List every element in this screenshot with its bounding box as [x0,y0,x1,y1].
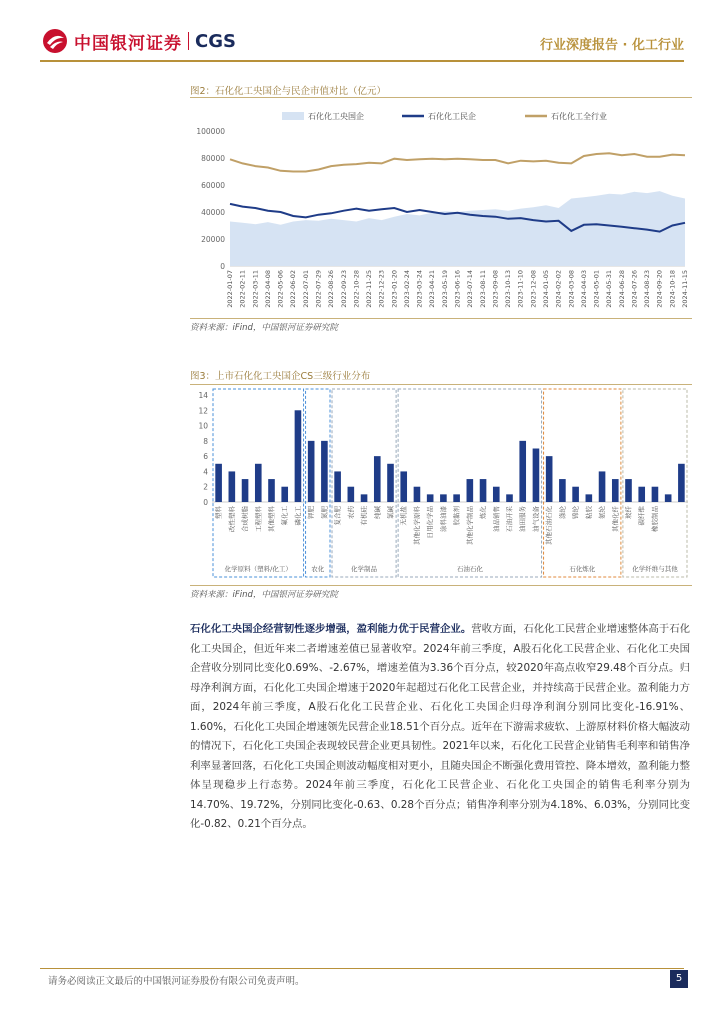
footer-divider [40,968,684,969]
y-tick-label: 8 [203,436,208,446]
x-tick-label: 2024-05-31 [605,270,614,308]
category-label: 其他化学原料 [412,506,421,545]
category-label: 碳纤维 [637,506,646,526]
category-label: 橡胶制品 [650,506,659,532]
logo-separator [188,32,189,50]
x-tick-label: 2024-09-20 [655,270,664,308]
group-box [544,389,621,577]
x-tick-label: 2024-01-05 [541,270,550,308]
y-tick-label: 0 [220,262,225,271]
y-tick-label: 60000 [201,181,225,190]
bar [519,441,526,502]
page-header [0,0,724,62]
legend-swatch [282,112,304,120]
figure2-title: 图2：石化化工央国企与民企市值对比（亿元） [190,86,387,97]
category-label: 改性塑料 [227,506,236,532]
x-tick-label: 2022-04-08 [263,270,272,308]
x-tick-label: 2023-06-16 [453,270,462,308]
x-tick-label: 2023-02-24 [402,270,411,308]
bar [678,464,685,502]
header-divider [40,60,684,62]
bar [453,494,460,502]
x-tick-label: 2024-05-01 [592,270,601,308]
x-tick-label: 2022-02-11 [238,270,247,308]
bar [586,494,593,502]
x-tick-label: 2024-07-26 [630,270,639,308]
bar [546,456,553,502]
category-label: 日用化学品 [426,506,435,539]
y-tick-label: 20000 [201,235,225,244]
bar [599,471,606,502]
x-tick-label: 2024-02-02 [554,270,563,308]
group-box [332,389,396,577]
x-tick-label: 2022-07-29 [314,270,323,308]
bar [374,456,381,502]
page-number: 5 [670,970,688,988]
category-label: 炼化 [479,506,488,519]
paragraph-text: 营收方面，石化化工民营企业增速整体高于石化化工央国企，但近年来二者增速差值已显著收窄。2024年前三季度，A股石化化工民营企业、石化化工央国企营收分别同比变化0.69%、-2.67%，增速差值为3.36个百分点，较2020年高点收窄29.48个百分点。归母净利润方面，石化化工央国企增速于2020年起超过石化化工民营企业，并持续高于民营企业。盈利能力方面，2024年前三季度，A股石化化工民营企业、石化化工央国企归母净利润分别同比变化-16.91%、1.60%，石化化工央国企增速领先民营企业18.51个百分点。近年在下游需求疲软、上游原材料价格大幅波动的情况下，石化化工央国企表现较民营企业更具韧性。2021年以来，石化化工民营企业销售毛利率和销售净利率显著回落，石化化工央国企则波动幅度相对更小，且随央国企不断强化费用管控、降本增效，盈利能力整体呈现稳步上行态势。2024年前三季度，石化化工民营企业、石化化工央国企的销售毛利率分别为14.70%、19.72%，分别同比变化-0.63、0.28个百分点；销售净利率分别为4.18%、6.03%，分别同比变化-0.82、0.21个百分点。 [190,623,690,830]
category-label: 其他化纤 [611,506,620,532]
x-tick-label: 2022-07-01 [301,270,310,308]
bar [493,487,500,502]
x-tick-label: 2022-03-11 [251,270,260,308]
bar [308,441,315,502]
bar [625,479,632,502]
figure2-source: 资料来源：iFind，中国银河证券研究院 [190,323,338,333]
x-tick-label: 2023-07-14 [466,270,475,308]
x-tick-label: 2023-03-24 [415,270,424,308]
series-line-industry [230,153,685,171]
bar [572,487,579,502]
report-type: 行业深度报告 · 化工行业 [540,38,684,53]
bar [665,494,672,502]
x-tick-label: 2024-08-23 [643,270,652,308]
paragraph-lead: 石化化工央国企经营韧性逐步增强，盈利能力优于民营企业。 [190,623,472,635]
x-tick-label: 2023-12-08 [529,270,538,308]
x-tick-label: 2022-10-28 [352,270,361,308]
x-tick-label: 2024-04-03 [579,270,588,308]
x-tick-label: 2022-01-07 [226,270,234,308]
group-label: 石化炼化 [569,565,596,573]
category-label: 胶黏剂 [452,506,461,526]
group-label: 农化 [311,565,325,573]
x-tick-label: 2023-01-20 [390,270,399,308]
bar [467,479,474,502]
company-logo [42,28,236,54]
category-label: 氨纶 [598,506,607,519]
group-box [623,389,687,577]
category-label: 油田服务 [518,506,527,532]
legend-label: 石化化工全行业 [551,112,607,121]
category-label: 有机硅 [360,506,369,526]
x-tick-label: 2022-12-23 [377,270,386,308]
bar [533,449,540,503]
x-tick-label: 2023-05-19 [440,270,449,308]
x-tick-label: 2024-06-28 [617,270,626,308]
y-tick-label: 40000 [201,208,225,217]
figure2-frame [190,97,692,319]
group-label: 化学原料（塑料/化工） [224,565,292,573]
bar [480,479,487,502]
bar [215,464,222,502]
category-label: 涤纶 [558,506,567,519]
logo-en-text: CGS [195,30,236,52]
category-label: 工程塑料 [254,506,263,532]
category-label: 锦纶 [571,506,580,519]
x-tick-label: 2024-10-18 [668,269,677,308]
category-label: 塑料 [214,506,223,519]
category-label: 氟化工 [280,506,289,526]
bar [268,479,275,502]
bar [506,494,513,502]
bar [652,487,659,502]
x-tick-label: 2022-11-25 [365,270,374,308]
category-label: 氮肥 [320,506,329,519]
y-tick-label: 100000 [196,127,225,136]
bar [229,471,236,502]
group-label: 化学纤维与其他 [632,565,678,573]
bar [440,494,447,502]
bar [321,441,328,502]
x-tick-label: 2022-06-02 [289,270,298,308]
group-label: 石油石化 [456,565,483,573]
bar [242,479,249,502]
galaxy-logo-icon [42,28,68,54]
figure3-title: 图3：上市石化化工央国企CS三级行业分布 [190,371,371,382]
category-label: 磷化工 [293,506,302,526]
x-tick-label: 2024-03-08 [567,270,576,308]
y-tick-label: 12 [198,406,208,416]
bar [414,487,421,502]
legend-label: 石化化工央国企 [308,112,364,121]
x-tick-label: 2023-04-21 [428,270,437,308]
category-label: 石油开采 [505,506,514,532]
category-label: 其他石油石化 [545,506,554,545]
footer-disclaimer: 请务必阅读正文最后的中国银河证券股份有限公司免责声明。 [48,976,305,987]
bar [361,494,368,502]
category-label: 氯碱 [386,506,395,519]
legend-label: 石化化工民企 [428,112,476,121]
bar [638,487,645,502]
y-tick-label: 4 [203,467,208,477]
x-tick-label: 2022-05-06 [276,270,285,308]
category-label: 无机盐 [399,506,408,526]
y-tick-label: 80000 [201,154,225,163]
category-label: 合成树脂 [241,506,250,532]
x-tick-label: 2022-08-26 [327,270,336,308]
series-area-soe [230,191,685,266]
x-tick-label: 2023-10-13 [504,270,513,308]
x-tick-label: 2022-09-23 [339,270,348,308]
category-label: 复合肥 [333,506,342,526]
category-label: 油气设备 [531,506,540,532]
bar [400,471,407,502]
figure3-chart [190,385,692,585]
bar [348,487,355,502]
category-label: 油品销售 [492,506,501,532]
body-paragraph [190,620,690,835]
x-tick-label: 2024-11-15 [681,270,689,308]
bar [295,410,302,502]
category-label: 农药 [346,506,355,519]
bar [281,487,288,502]
bar [255,464,262,502]
figure3-source: 资料来源：iFind，中国银河证券研究院 [190,590,338,600]
bar [612,479,619,502]
logo-cn-text: 中国银河证券 [74,33,182,54]
category-label: 粘胶 [584,506,593,519]
category-label: 涂料油漆 [439,506,448,532]
y-tick-label: 2 [203,482,208,492]
x-tick-label: 2023-08-11 [478,270,487,308]
bar [559,479,566,502]
group-label: 化学制品 [351,565,378,573]
y-tick-label: 0 [203,498,208,507]
bar [427,494,434,502]
x-tick-label: 2023-11-10 [516,270,525,308]
figure3-frame [190,384,692,586]
category-label: 其他塑料 [267,506,276,532]
y-tick-label: 10 [198,421,208,431]
y-tick-label: 6 [203,452,208,462]
category-label: 其他化学制品 [465,506,474,545]
bar [334,471,341,502]
category-label: 纯碱 [373,506,382,519]
y-tick-label: 14 [198,391,208,400]
figure2-chart [190,98,692,318]
category-label: 玻纤 [624,506,633,519]
category-label: 钾肥 [307,506,316,519]
bar [387,464,394,502]
x-tick-label: 2023-09-08 [491,270,500,308]
